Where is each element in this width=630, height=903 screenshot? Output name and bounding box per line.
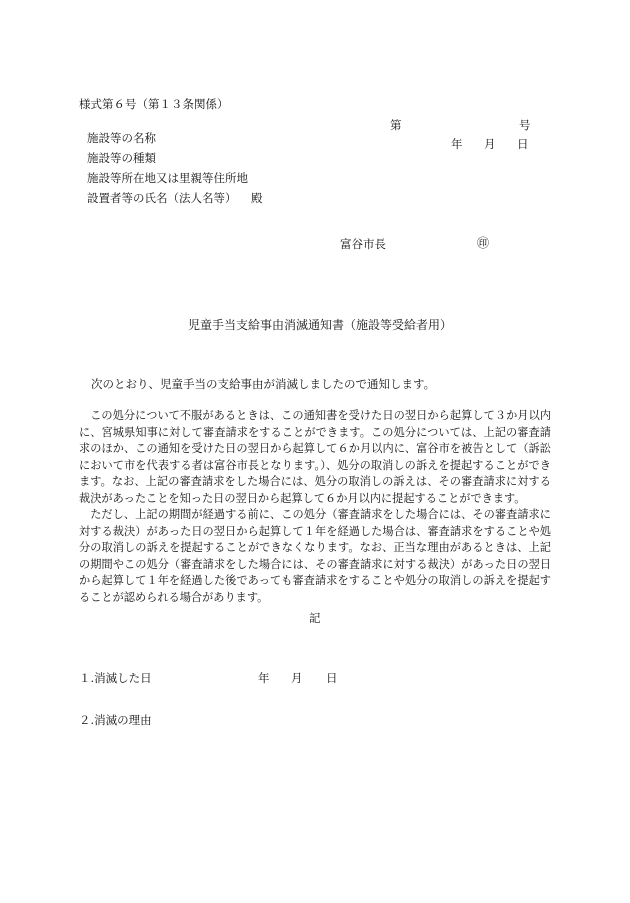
facility-name-label: 施設等の名称 xyxy=(87,131,156,145)
item1-label: １.消滅した日 xyxy=(79,671,152,685)
facility-type-label: 施設等の種類 xyxy=(87,151,156,165)
ki-heading: 記 xyxy=(309,611,321,625)
document-number-go: 号 xyxy=(519,118,531,132)
notice-paragraph-1: この処分について不服があるときは、この通知書を受けた日の翌日から起算して３か月以内に、宮城県知事に対して審査請求をすることができます。この処分については、上記の審査請求のほか、この通知を受けた日の翌日から起算して６か月以内に、富谷市を被告として（訴訟において市を代表する者は富谷市長となります。）、処分の取消しの訴えを提起することができます。なお、上記の審査請求をした場合には、処分の取消しの訴えは、その審査請求に対する裁決があったことを知った日の翌日から起算して６か月以内に提起することができます。 xyxy=(79,409,551,505)
issuer-mayor: 富谷市長 xyxy=(340,237,386,251)
date-month: 月 xyxy=(484,137,496,151)
founder-name-label: 設置者等の氏名（法人名等） xyxy=(87,191,237,205)
notice-paragraph-2: ただし、上記の期間が経過する前に、この処分（審査請求をした場合には、その審査請求に対する裁決）があった日の翌日から起算して１年を経過した場合は、審査請求をすることや処分の取消しの訴えを提起することができなくなります。なお、正当な理由があるときは、上記の期間やこの処分（審査請求をした場合には、その審査請求に対する裁決）があった日の翌日から起算して１年を経過した後であっても審査請求をすることや処分の取消しの訴えを提起することが認められる場合があります。 xyxy=(79,508,551,604)
document-number-dai: 第 xyxy=(390,118,402,132)
date-day: 日 xyxy=(517,137,529,151)
intro-text: 次のとおり、児童手当の支給事由が消滅しましたので通知します。 xyxy=(91,377,436,391)
item2-label: ２.消滅の理由 xyxy=(79,713,152,727)
item1-day: 日 xyxy=(326,671,338,685)
item1-month: 月 xyxy=(291,671,303,685)
document-title: 児童手当支給事由消滅通知書（施設等受給者用） xyxy=(188,318,453,332)
form-label: 様式第６号（第１３条関係） xyxy=(79,97,229,111)
seal-mark: ㊞ xyxy=(477,236,490,250)
item1-year: 年 xyxy=(258,671,270,685)
date-year: 年 xyxy=(451,137,463,151)
facility-address-label: 施設等所在地又は里親等住所地 xyxy=(87,171,248,185)
honorific: 殿 xyxy=(251,191,263,205)
